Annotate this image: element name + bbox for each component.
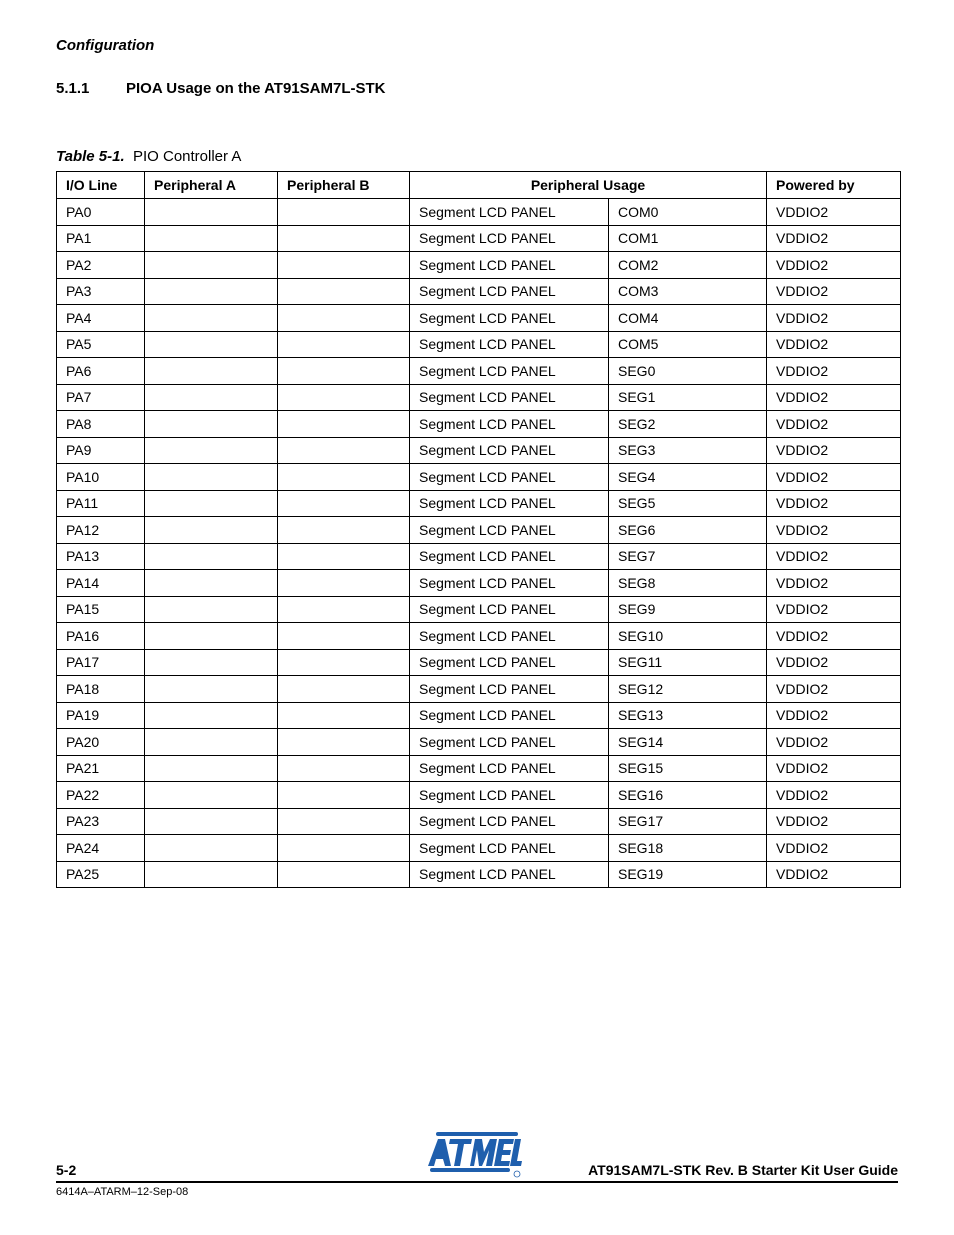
usage-cell: Segment LCD PANEL [410,570,609,597]
peripheral-a-cell [145,835,278,862]
peripheral-a-cell [145,755,278,782]
powered-by-cell: VDDIO2 [767,437,901,464]
table-row [57,411,901,438]
io-line-cell: PA15 [57,596,145,623]
function-cell: SEG7 [609,543,767,570]
function-cell: SEG17 [609,808,767,835]
peripheral-b-cell [278,861,410,888]
usage-cell: Segment LCD PANEL [410,676,609,703]
function-cell: SEG18 [609,835,767,862]
powered-by-cell: VDDIO2 [767,623,901,650]
peripheral-a-cell [145,411,278,438]
powered-by-cell: VDDIO2 [767,384,901,411]
io-line-cell: PA4 [57,305,145,332]
usage-cell: Segment LCD PANEL [410,517,609,544]
peripheral-b-cell [278,649,410,676]
atmel-logo [426,1130,522,1178]
powered-by-cell: VDDIO2 [767,835,901,862]
peripheral-a-cell [145,278,278,305]
function-cell: SEG10 [609,623,767,650]
function-cell: COM2 [609,252,767,279]
io-line-cell: PA1 [57,225,145,252]
peripheral-a-cell [145,199,278,226]
function-cell: SEG8 [609,570,767,597]
function-cell: SEG19 [609,861,767,888]
table-row [57,702,901,729]
powered-by-cell: VDDIO2 [767,411,901,438]
table-row [57,517,901,544]
function-cell: SEG11 [609,649,767,676]
header-powered-by: Powered by [767,172,901,199]
powered-by-cell: VDDIO2 [767,782,901,809]
peripheral-a-cell [145,596,278,623]
peripheral-b-cell [278,517,410,544]
usage-cell: Segment LCD PANEL [410,225,609,252]
peripheral-a-cell [145,252,278,279]
peripheral-b-cell [278,835,410,862]
peripheral-a-cell [145,358,278,385]
peripheral-b-cell [278,543,410,570]
peripheral-a-cell [145,649,278,676]
function-cell: SEG3 [609,437,767,464]
peripheral-a-cell [145,490,278,517]
table-row [57,278,901,305]
io-line-cell: PA19 [57,702,145,729]
function-cell: SEG15 [609,755,767,782]
header-peripheral-usage: Peripheral Usage [410,172,767,199]
powered-by-cell: VDDIO2 [767,543,901,570]
powered-by-cell: VDDIO2 [767,596,901,623]
powered-by-cell: VDDIO2 [767,702,901,729]
peripheral-b-cell [278,755,410,782]
powered-by-cell: VDDIO2 [767,808,901,835]
table-row [57,225,901,252]
pio-controller-table [56,171,901,888]
usage-cell: Segment LCD PANEL [410,755,609,782]
peripheral-b-cell [278,676,410,703]
peripheral-a-cell [145,225,278,252]
peripheral-b-cell [278,411,410,438]
io-line-cell: PA18 [57,676,145,703]
table-body [57,199,901,888]
page-number: 5-2 [56,1162,77,1178]
peripheral-b-cell [278,596,410,623]
peripheral-a-cell [145,861,278,888]
powered-by-cell: VDDIO2 [767,755,901,782]
io-line-cell: PA22 [57,782,145,809]
usage-cell: Segment LCD PANEL [410,835,609,862]
function-cell: SEG9 [609,596,767,623]
peripheral-a-cell [145,676,278,703]
usage-cell: Segment LCD PANEL [410,464,609,491]
powered-by-cell: VDDIO2 [767,278,901,305]
peripheral-b-cell [278,782,410,809]
io-line-cell: PA13 [57,543,145,570]
peripheral-a-cell [145,305,278,332]
usage-cell: Segment LCD PANEL [410,199,609,226]
usage-cell: Segment LCD PANEL [410,543,609,570]
table-row [57,808,901,835]
function-cell: SEG13 [609,702,767,729]
function-cell: SEG0 [609,358,767,385]
peripheral-b-cell [278,623,410,650]
table-row [57,437,901,464]
peripheral-a-cell [145,384,278,411]
table-row [57,358,901,385]
function-cell: SEG6 [609,517,767,544]
peripheral-a-cell [145,782,278,809]
powered-by-cell: VDDIO2 [767,861,901,888]
powered-by-cell: VDDIO2 [767,199,901,226]
powered-by-cell: VDDIO2 [767,649,901,676]
table-caption-text: PIO Controller A [132,148,242,165]
usage-cell: Segment LCD PANEL [410,649,609,676]
peripheral-b-cell [278,358,410,385]
io-line-cell: PA20 [57,729,145,756]
io-line-cell: PA3 [57,278,145,305]
peripheral-b-cell [278,808,410,835]
io-line-cell: PA8 [57,411,145,438]
peripheral-b-cell [278,225,410,252]
running-head: Configuration [56,37,155,54]
peripheral-a-cell [145,570,278,597]
usage-cell: Segment LCD PANEL [410,808,609,835]
table-row [57,331,901,358]
table-row [57,676,901,703]
function-cell: SEG16 [609,782,767,809]
footer-rule [56,1181,898,1183]
function-cell: SEG5 [609,490,767,517]
usage-cell: Segment LCD PANEL [410,596,609,623]
peripheral-a-cell [145,437,278,464]
peripheral-b-cell [278,464,410,491]
document-title: AT91SAM7L-STK Rev. B Starter Kit User Guide [588,1162,898,1178]
usage-cell: Segment LCD PANEL [410,384,609,411]
table-row [57,729,901,756]
usage-cell: Segment LCD PANEL [410,782,609,809]
table-row [57,861,901,888]
table-row [57,464,901,491]
io-line-cell: PA25 [57,861,145,888]
peripheral-b-cell [278,199,410,226]
io-line-cell: PA2 [57,252,145,279]
table-header-row [57,172,901,199]
usage-cell: Segment LCD PANEL [410,358,609,385]
io-line-cell: PA11 [57,490,145,517]
header-peripheral-a: Peripheral A [145,172,278,199]
usage-cell: Segment LCD PANEL [410,490,609,517]
table-row [57,305,901,332]
usage-cell: Segment LCD PANEL [410,861,609,888]
usage-cell: Segment LCD PANEL [410,729,609,756]
function-cell: SEG14 [609,729,767,756]
usage-cell: Segment LCD PANEL [410,623,609,650]
table-row [57,199,901,226]
peripheral-a-cell [145,702,278,729]
powered-by-cell: VDDIO2 [767,490,901,517]
usage-cell: Segment LCD PANEL [410,437,609,464]
usage-cell: Segment LCD PANEL [410,305,609,332]
io-line-cell: PA0 [57,199,145,226]
function-cell: COM3 [609,278,767,305]
table-row [57,384,901,411]
powered-by-cell: VDDIO2 [767,225,901,252]
peripheral-a-cell [145,623,278,650]
peripheral-a-cell [145,517,278,544]
peripheral-a-cell [145,808,278,835]
io-line-cell: PA16 [57,623,145,650]
header-io-line: I/O Line [57,172,145,199]
section-title: PIOA Usage on the AT91SAM7L-STK [126,80,386,97]
peripheral-a-cell [145,729,278,756]
peripheral-b-cell [278,252,410,279]
function-cell: COM0 [609,199,767,226]
powered-by-cell: VDDIO2 [767,676,901,703]
io-line-cell: PA6 [57,358,145,385]
io-line-cell: PA12 [57,517,145,544]
table-row [57,490,901,517]
powered-by-cell: VDDIO2 [767,305,901,332]
peripheral-a-cell [145,543,278,570]
io-line-cell: PA24 [57,835,145,862]
section-heading [56,80,385,97]
peripheral-b-cell [278,331,410,358]
peripheral-b-cell [278,729,410,756]
usage-cell: Segment LCD PANEL [410,331,609,358]
io-line-cell: PA9 [57,437,145,464]
peripheral-a-cell [145,331,278,358]
peripheral-b-cell [278,384,410,411]
io-line-cell: PA17 [57,649,145,676]
table-row [57,782,901,809]
powered-by-cell: VDDIO2 [767,252,901,279]
function-cell: SEG2 [609,411,767,438]
function-cell: COM4 [609,305,767,332]
table-row [57,570,901,597]
document-code: 6414A–ATARM–12-Sep-08 [56,1186,189,1198]
io-line-cell: PA23 [57,808,145,835]
table-caption [56,148,241,165]
peripheral-b-cell [278,305,410,332]
table-row [57,649,901,676]
usage-cell: Segment LCD PANEL [410,252,609,279]
usage-cell: Segment LCD PANEL [410,702,609,729]
powered-by-cell: VDDIO2 [767,517,901,544]
table-row [57,596,901,623]
table-row [57,252,901,279]
powered-by-cell: VDDIO2 [767,464,901,491]
peripheral-b-cell [278,702,410,729]
usage-cell: Segment LCD PANEL [410,411,609,438]
io-line-cell: PA7 [57,384,145,411]
powered-by-cell: VDDIO2 [767,358,901,385]
powered-by-cell: VDDIO2 [767,729,901,756]
function-cell: SEG4 [609,464,767,491]
table-row [57,835,901,862]
table-row [57,755,901,782]
peripheral-b-cell [278,490,410,517]
io-line-cell: PA5 [57,331,145,358]
function-cell: SEG12 [609,676,767,703]
section-number: 5.1.1 [56,80,90,97]
usage-cell: Segment LCD PANEL [410,278,609,305]
header-peripheral-b: Peripheral B [278,172,410,199]
io-line-cell: PA21 [57,755,145,782]
function-cell: COM1 [609,225,767,252]
peripheral-a-cell [145,464,278,491]
table-row [57,623,901,650]
powered-by-cell: VDDIO2 [767,570,901,597]
function-cell: COM5 [609,331,767,358]
io-line-cell: PA10 [57,464,145,491]
table-caption-label: Table 5-1. [56,148,125,165]
powered-by-cell: VDDIO2 [767,331,901,358]
peripheral-b-cell [278,278,410,305]
peripheral-b-cell [278,437,410,464]
table-row [57,543,901,570]
io-line-cell: PA14 [57,570,145,597]
peripheral-b-cell [278,570,410,597]
function-cell: SEG1 [609,384,767,411]
